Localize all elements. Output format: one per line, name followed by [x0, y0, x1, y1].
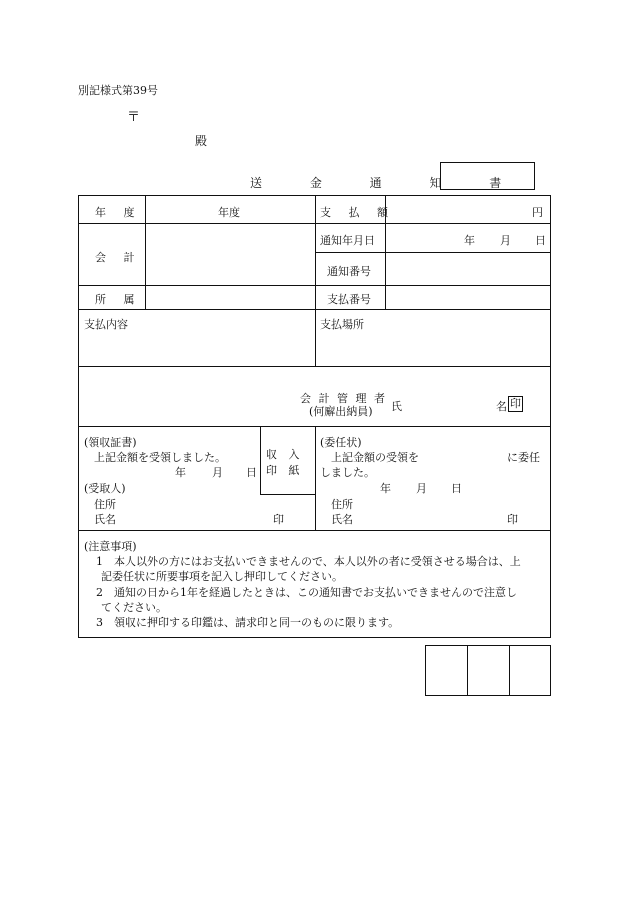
- delegation-text-1: 上記金額の受領を: [331, 451, 419, 464]
- name-right-char: 名: [496, 400, 507, 413]
- recipient-heading: (受取人): [84, 482, 126, 495]
- seal-box: 印: [510, 397, 521, 410]
- note-item-1: 1 本人以外の方にはお支払いできませんので、本人以外の者に受領させる場合は、上: [96, 555, 521, 568]
- delegation-name-label: 氏名: [331, 513, 353, 526]
- recipient-address-label: 住所: [94, 498, 116, 511]
- note-item-1-cont: 記委任状に所要事項を記入し押印してください。: [101, 570, 343, 583]
- row-divider: [79, 530, 550, 531]
- notice-date-day: 日: [535, 234, 546, 247]
- delegation-address-label: 住所: [331, 498, 353, 511]
- delegation-text-2: に委任: [507, 451, 540, 464]
- year-value: 年度: [218, 206, 240, 219]
- note-item-2-cont: てください。: [101, 601, 167, 614]
- honorific: 殿: [195, 134, 208, 148]
- payment-amount-label: 支 払 額: [320, 206, 395, 219]
- delegation-seal: 印: [507, 513, 518, 526]
- accounting-manager: 会 計 管 理 者: [300, 392, 387, 405]
- receipt-month: 月: [212, 466, 223, 479]
- document-title: 送 金 通 知 書: [250, 176, 524, 190]
- affiliation-label: 所 属: [95, 293, 142, 306]
- recipient-name-label: 氏名: [94, 513, 116, 526]
- accounting-manager-sub: (何廨出納員): [309, 405, 373, 418]
- delegation-year: 年: [380, 482, 391, 495]
- stamp-box: [440, 162, 535, 190]
- delegation-heading: (委任状): [320, 436, 362, 449]
- note-item-2: 2 通知の日から1年を経過したときは、この通知書でお支払いできませんので注意し: [96, 586, 517, 599]
- receipt-year: 年: [175, 466, 186, 479]
- year-label: 年 度: [95, 206, 142, 219]
- approval-seal-divider: [467, 645, 468, 696]
- delegation-text-3: しました。: [320, 466, 375, 479]
- yen-unit: 円: [532, 206, 543, 219]
- note-item-3: 3 領収に押印する印鑑は、請求印と同一のものに限ります。: [96, 616, 400, 629]
- stamp-divider: [260, 494, 315, 495]
- delegation-day: 日: [451, 482, 462, 495]
- col-divider: [145, 223, 146, 309]
- revenue-stamp-line2: 印 紙: [266, 464, 304, 477]
- revenue-stamp-line1: 収 入: [266, 448, 304, 461]
- col-divider: [315, 426, 316, 530]
- approval-seal-boxes: [425, 645, 551, 696]
- col-divider: [315, 196, 316, 366]
- col-divider: [260, 426, 261, 494]
- approval-seal-divider: [509, 645, 510, 696]
- receipt-day: 日: [246, 466, 257, 479]
- postal-mark: 〒: [127, 110, 141, 125]
- form-number: 別記様式第39号: [78, 84, 158, 97]
- row-divider: [315, 252, 550, 253]
- notice-date-year: 年: [464, 234, 475, 247]
- notice-number-label: 通知番号: [327, 265, 371, 278]
- name-left-char: 氏: [391, 400, 402, 413]
- notes-heading: (注意事項): [84, 540, 137, 553]
- payment-place-label: 支払場所: [320, 318, 364, 331]
- account-label: 会 計: [95, 251, 142, 264]
- payment-content-label: 支払内容: [84, 318, 128, 331]
- recipient-seal: 印: [273, 513, 284, 526]
- receipt-text: 上記金額を受領しました。: [94, 451, 226, 464]
- row-divider: [79, 366, 550, 367]
- receipt-heading: (領収証書): [84, 436, 137, 449]
- delegation-month: 月: [416, 482, 427, 495]
- notice-date-label: 通知年月日: [320, 234, 375, 247]
- notice-date-month: 月: [500, 234, 511, 247]
- col-divider: [145, 196, 146, 223]
- payment-number-label: 支払番号: [327, 293, 371, 306]
